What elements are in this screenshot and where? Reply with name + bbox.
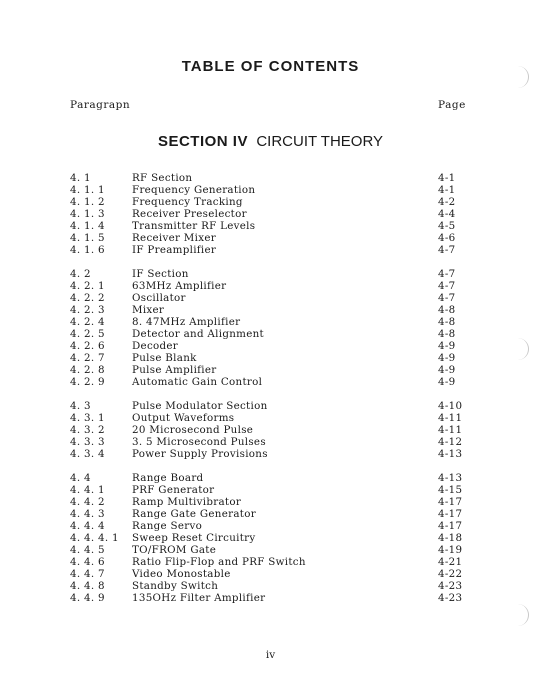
toc-entry [0,184,541,196]
toc-entry [0,400,541,412]
toc-entry-title: Ratio Flip-Flop and PRF Switch [132,556,306,568]
toc-entry [0,448,541,460]
toc-entry [0,328,541,340]
toc-entry [0,352,541,364]
toc-entry [0,268,541,280]
toc-entry-page: 4-7 [438,244,456,256]
page-column-header: Page [438,99,466,111]
toc-entry-number: 4. 3 [70,400,91,412]
group-spacer [0,256,541,268]
toc-entry-page: 4-17 [438,520,463,532]
toc-list [0,172,541,604]
toc-entry-page: 4-19 [438,544,463,556]
toc-entry-page: 4-7 [438,292,456,304]
toc-entry-number: 4. 4. 8 [70,580,105,592]
toc-entry-page: 4-4 [438,208,456,220]
toc-entry-title: Decoder [132,340,179,352]
toc-entry-page: 4-13 [438,472,463,484]
toc-entry-title: 3. 5 Microsecond Pulses [132,436,266,448]
toc-entry-title: Sweep Reset Circuitry [132,532,256,544]
toc-entry-page: 4-9 [438,376,456,388]
toc-entry-page: 4-5 [438,220,456,232]
toc-entry-title: 135OHz Filter Amplifier [132,592,266,604]
toc-entry [0,484,541,496]
binder-hole-mark [516,604,529,626]
toc-entry-number: 4. 2. 6 [70,340,105,352]
toc-entry-number: 4. 4. 9 [70,592,105,604]
toc-entry-title: 20 Microsecond Pulse [132,424,254,436]
toc-entry-number: 4. 2. 5 [70,328,105,340]
section-number: SECTION IV [157,133,248,150]
toc-entry-page: 4-2 [438,196,456,208]
toc-entry-page: 4-18 [438,532,463,544]
toc-entry [0,472,541,484]
toc-entry-number: 4. 3. 4 [70,448,105,460]
toc-entry-number: 4. 4. 7 [70,568,105,580]
toc-entry [0,280,541,292]
toc-entry [0,412,541,424]
toc-entry [0,592,541,604]
group-spacer [0,388,541,400]
toc-entry-number: 4. 4. 4. 1 [70,532,119,544]
toc-entry-page: 4-17 [438,508,463,520]
toc-entry-title: Mixer [132,304,165,316]
toc-entry-number: 4. 4. 1 [70,484,105,496]
toc-entry-number: 4. 2. 3 [70,304,105,316]
toc-entry-page: 4-17 [438,496,463,508]
toc-entry-number: 4. 2. 4 [70,316,105,328]
section-name: CIRCUIT THEORY [256,133,384,150]
toc-entry [0,220,541,232]
toc-entry-page: 4-21 [438,556,463,568]
toc-entry-number: 4. 1. 4 [70,220,105,232]
toc-entry-title: Standby Switch [132,580,219,592]
toc-entry-page: 4-1 [438,184,456,196]
toc-entry [0,580,541,592]
toc-entry-title: Automatic Gain Control [132,376,263,388]
toc-entry [0,376,541,388]
toc-entry [0,568,541,580]
toc-entry [0,340,541,352]
toc-entry-title: Oscillator [132,292,186,304]
toc-entry-page: 4-7 [438,268,456,280]
toc-entry-number: 4. 4 [70,472,91,484]
toc-entry [0,508,541,520]
toc-entry [0,496,541,508]
toc-entry-title: 63MHz Amplifier [132,280,227,292]
toc-entry-title: Frequency Tracking [132,196,243,208]
toc-entry-title: Output Waveforms [132,412,235,424]
toc-entry [0,436,541,448]
toc-entry-page: 4-9 [438,364,456,376]
toc-entry-page: 4-8 [438,316,456,328]
toc-entry [0,556,541,568]
toc-entry-number: 4. 2. 7 [70,352,105,364]
toc-entry-title: Pulse Amplifier [132,364,217,376]
toc-entry-page: 4-23 [438,580,463,592]
toc-entry-page: 4-6 [438,232,456,244]
toc-entry [0,196,541,208]
toc-entry-page: 4-11 [438,424,463,436]
toc-entry-number: 4. 4. 5 [70,544,105,556]
toc-entry [0,172,541,184]
toc-entry-number: 4. 1. 2 [70,196,105,208]
toc-entry-title: RF Section [132,172,193,184]
paragraph-column-header: Paragrapn [70,99,131,111]
toc-entry-page: 4-9 [438,352,456,364]
toc-entry-page: 4-10 [438,400,463,412]
toc-entry-number: 4. 3. 2 [70,424,105,436]
toc-entry [0,208,541,220]
toc-entry-number: 4. 4. 4 [70,520,105,532]
toc-entry-title: 8. 47MHz Amplifier [132,316,241,328]
toc-entry-page: 4-22 [438,568,463,580]
toc-entry-page: 4-7 [438,280,456,292]
toc-entry-page: 4-15 [438,484,463,496]
toc-entry-title: Transmitter RF Levels [132,220,256,232]
group-spacer [0,460,541,472]
toc-entry-number: 4. 2. 2 [70,292,105,304]
toc-entry-number: 4. 1. 1 [70,184,105,196]
toc-entry [0,244,541,256]
toc-entry-page: 4-9 [438,340,456,352]
toc-entry [0,424,541,436]
toc-entry [0,364,541,376]
toc-entry-number: 4. 3. 3 [70,436,105,448]
toc-entry-title: IF Section [132,268,189,280]
toc-entry-page: 4-8 [438,304,456,316]
toc-entry-page: 4-11 [438,412,463,424]
toc-entry-title: Ramp Multivibrator [132,496,242,508]
toc-entry-number: 4. 2. 1 [70,280,105,292]
toc-entry [0,532,541,544]
toc-entry-page: 4-8 [438,328,456,340]
toc-entry-number: 4. 2. 8 [70,364,105,376]
toc-entry-number: 4. 2. 9 [70,376,105,388]
toc-entry-number: 4. 4. 2 [70,496,105,508]
toc-entry [0,292,541,304]
toc-entry [0,232,541,244]
toc-entry-number: 4. 4. 3 [70,508,105,520]
toc-entry-title: Range Board [132,472,204,484]
toc-entry-number: 4. 1. 3 [70,208,105,220]
page-title: TABLE OF CONTENTS [181,58,360,75]
toc-entry-title: Frequency Generation [132,184,256,196]
toc-entry-page: 4-23 [438,592,463,604]
toc-entry-number: 4. 4. 6 [70,556,105,568]
toc-entry-number: 4. 2 [70,268,91,280]
toc-entry-title: TO/FROM Gate [132,544,217,556]
toc-entry-number: 4. 1. 5 [70,232,105,244]
toc-entry-title: PRF Generator [132,484,215,496]
toc-entry [0,544,541,556]
toc-entry-title: Pulse Blank [132,352,197,364]
toc-entry-number: 4. 3. 1 [70,412,105,424]
toc-entry-title: Receiver Preselector [132,208,247,220]
toc-entry-number: 4. 1. 6 [70,244,105,256]
toc-entry-page: 4-12 [438,436,463,448]
toc-entry-page: 4-1 [438,172,456,184]
toc-entry-title: Range Gate Generator [132,508,256,520]
toc-entry-title: Detector and Alignment [132,328,264,340]
toc-entry-title: Video Monostable [132,568,231,580]
page-number: iv [265,649,276,661]
toc-entry [0,520,541,532]
toc-entry-title: Range Servo [132,520,203,532]
toc-entry-page: 4-13 [438,448,463,460]
toc-entry [0,316,541,328]
toc-entry [0,304,541,316]
toc-entry-title: Receiver Mixer [132,232,216,244]
toc-entry-title: Pulse Modulator Section [132,400,268,412]
toc-entry-title: Power Supply Provisions [132,448,268,460]
section-heading [0,133,541,150]
toc-entry-number: 4. 1 [70,172,91,184]
toc-entry-title: IF Preamplifier [132,244,217,256]
